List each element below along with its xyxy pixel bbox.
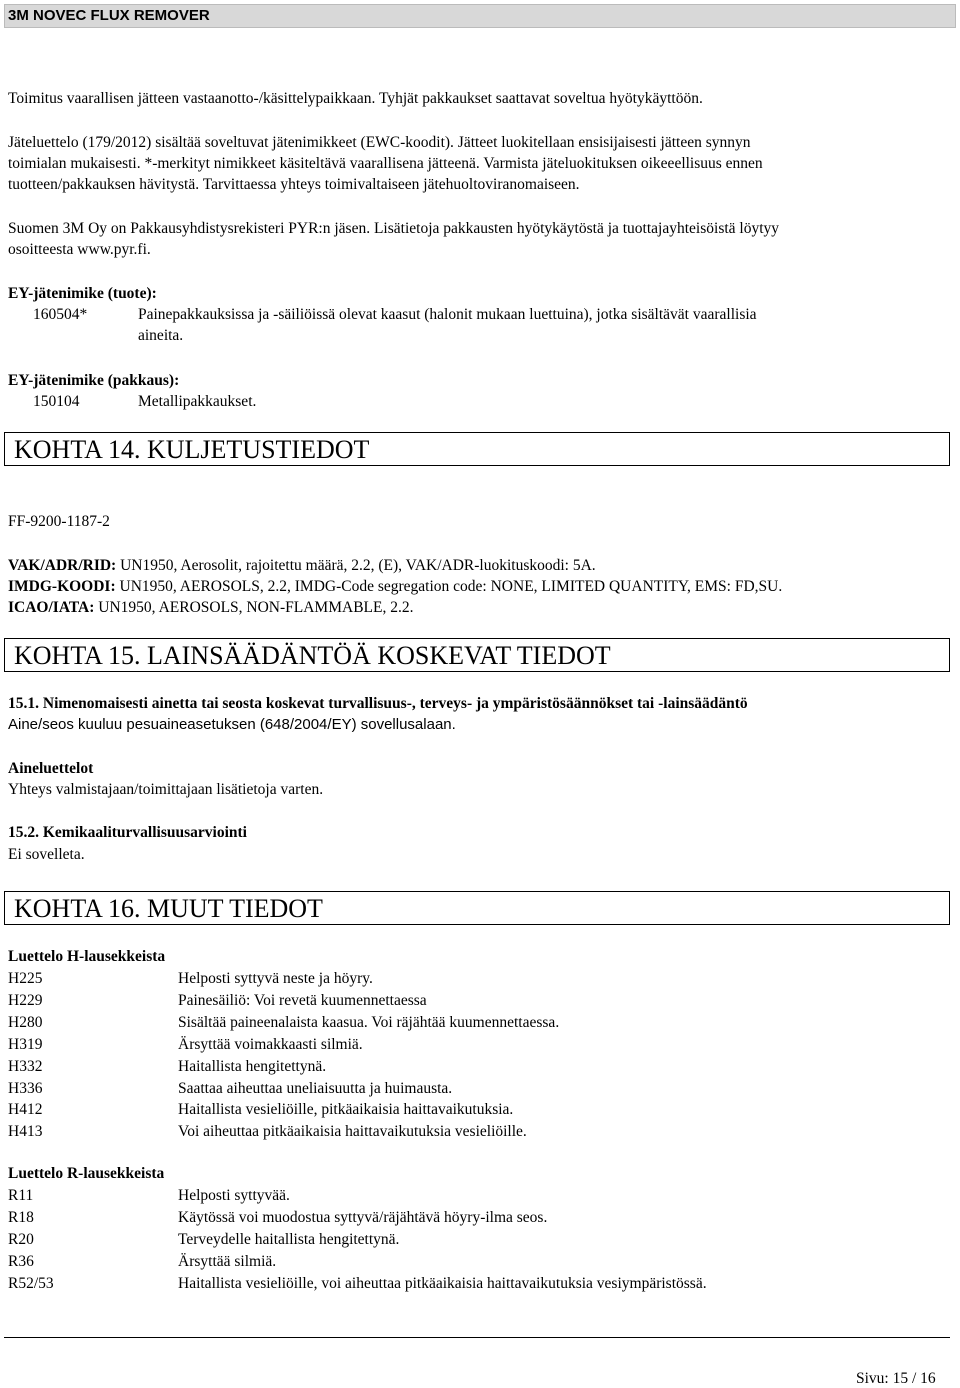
section-15-1-title: 15.1. Nimenomaisesti ainetta tai seosta koskevat turvallisuus-, terveys- ja ympäristösäännökset tai -lainsäädäntö	[8, 695, 748, 712]
section-15-title: KOHTA 15. LAINSÄÄDÄNTÖÄ KOSKEVAT TIEDOT	[14, 641, 611, 670]
vak-value: UN1950, Aerosolit, rajoitettu määrä, 2.2, (E), VAK/ADR-luokituskoodi: 5A.	[116, 557, 596, 574]
statement-code: R11	[8, 1187, 34, 1204]
footer-rule	[4, 1337, 950, 1338]
statement-text: Haitallista hengitettynä.	[178, 1057, 327, 1075]
waste-code-product-desc-1: Painepakkauksissa ja -säiliöissä olevat kaasut (halonit mukaan luettuina), jotka sisältävät vaarallisia	[138, 306, 757, 323]
statement-code: R20	[8, 1230, 34, 1248]
section-16-title: KOHTA 16. MUUT TIEDOT	[14, 894, 323, 923]
waste-list-line-3: tuotteen/pakkauksen hävitystä. Tarvittaessa yhteys toimivaltaiseen jätehuoltoviranomaiseen.	[8, 176, 580, 193]
statement-code: H319	[8, 1035, 43, 1053]
statement-text: Voi aiheuttaa pitkäaikaisia haittavaikutuksia vesieliöille.	[178, 1123, 527, 1141]
statement-code: H413	[8, 1123, 43, 1141]
waste-list-line-1: Jäteluettelo (179/2012) sisältää soveltuvat jätenimikkeet (EWC-koodit). Jätteet luokitellaan ensisijaisesti jätteen synnyn	[8, 134, 751, 151]
statement-text: Painesäiliö: Voi revetä kuumennettaessa	[178, 991, 427, 1009]
r-phrases-title: Luettelo R-lausekkeista	[8, 1165, 165, 1182]
statement-text: Haitallista vesieliöille, pitkäaikaisia haittavaikutuksia.	[178, 1101, 514, 1119]
waste-code-pack-desc: Metallipakkaukset.	[138, 393, 257, 410]
inventories-text: Yhteys valmistajaan/toimittajaan lisätietoja varten.	[8, 781, 324, 798]
statement-text: Sisältää paineenalaista kaasua. Voi räjähtää kuumennettaessa.	[178, 1013, 560, 1031]
statement-text: Saattaa aiheuttaa uneliaisuutta ja huimausta.	[178, 1079, 453, 1097]
imdg-row	[8, 577, 782, 596]
statement-text: Ärsyttää silmiä.	[178, 1252, 277, 1270]
section-15-2-title: 15.2. Kemikaaliturvallisuusarviointi	[8, 824, 247, 841]
waste-code-product-label: EY-jätenimike (tuote):	[8, 285, 157, 302]
statement-code: H225	[8, 970, 43, 987]
waste-code-product: 160504*	[33, 306, 88, 323]
waste-code-product-desc-2: aineita.	[138, 327, 184, 344]
page-number: Sivu: 15 / 16	[856, 1370, 936, 1387]
statement-code: H332	[8, 1057, 43, 1075]
vak-row	[8, 556, 596, 575]
statement-code: H412	[8, 1101, 43, 1119]
waste-code-pack-label: EY-jätenimike (pakkaus):	[8, 372, 180, 389]
statement-text: Ärsyttää voimakkaasti silmiä.	[178, 1035, 363, 1053]
section-15-2-text: Ei sovelleta.	[8, 846, 85, 863]
waste-list-line-2: toimialan mukaisesti. *-merkityt nimikkeet käsiteltävä vaarallisena jätteenä. Varmista jäteluokituksen oikeeellisuus ennen	[8, 155, 763, 172]
statement-text: Helposti syttyvää.	[178, 1187, 290, 1204]
statement-text: Helposti syttyvä neste ja höyry.	[178, 970, 373, 987]
vak-label: VAK/ADR/RID:	[8, 557, 117, 574]
inventories-title: Aineluettelot	[8, 760, 94, 777]
document-title: 3M NOVEC FLUX REMOVER	[8, 7, 210, 24]
waste-code-pack: 150104	[33, 393, 80, 410]
pyr-line-2: osoitteesta www.pyr.fi.	[8, 241, 151, 258]
statement-text: Käytössä voi muodostua syttyvä/räjähtävä höyry-ilma seos.	[178, 1208, 548, 1226]
imdg-value: UN1950, AEROSOLS, 2.2, IMDG-Code segregation code: NONE, LIMITED QUANTITY, EMS: FD,SU.	[115, 578, 783, 595]
statement-code: H336	[8, 1079, 43, 1097]
doc-code: FF-9200-1187-2	[8, 513, 110, 530]
statement-code: R18	[8, 1208, 34, 1226]
pyr-line-1: Suomen 3M Oy on Pakkausyhdistysrekisteri PYR:n jäsen. Lisätietoja pakkausten hyötykäytöstä ja tuottajayhteisöistä löytyy	[8, 220, 780, 237]
icao-row	[8, 598, 413, 617]
statement-code: H280	[8, 1013, 43, 1031]
statement-text: Haitallista vesieliöille, voi aiheuttaa pitkäaikaisia haittavaikutuksia vesiympäristössä.	[178, 1274, 707, 1292]
statement-code: H229	[8, 991, 43, 1009]
disposal-text: Toimitus vaarallisen jätteen vastaanotto-/käsittelypaikkaan. Tyhjät pakkaukset saattavat soveltua hyötykäyttöön.	[8, 90, 703, 107]
statement-code: R52/53	[8, 1274, 54, 1292]
section-14-title: KOHTA 14. KULJETUSTIEDOT	[14, 435, 370, 464]
section-15-1-text: Aine/seos kuuluu pesuaineasetuksen (648/2004/EY) sovellusalaan.	[8, 716, 456, 733]
statement-code: R36	[8, 1252, 34, 1270]
h-statements-title: Luettelo H-lausekkeista	[8, 948, 166, 965]
icao-label: ICAO/IATA:	[8, 599, 95, 616]
statement-text: Terveydelle haitallista hengitettynä.	[178, 1230, 400, 1248]
imdg-label: IMDG-KOODI:	[8, 578, 116, 595]
icao-value: UN1950, AEROSOLS, NON-FLAMMABLE, 2.2.	[94, 599, 414, 616]
